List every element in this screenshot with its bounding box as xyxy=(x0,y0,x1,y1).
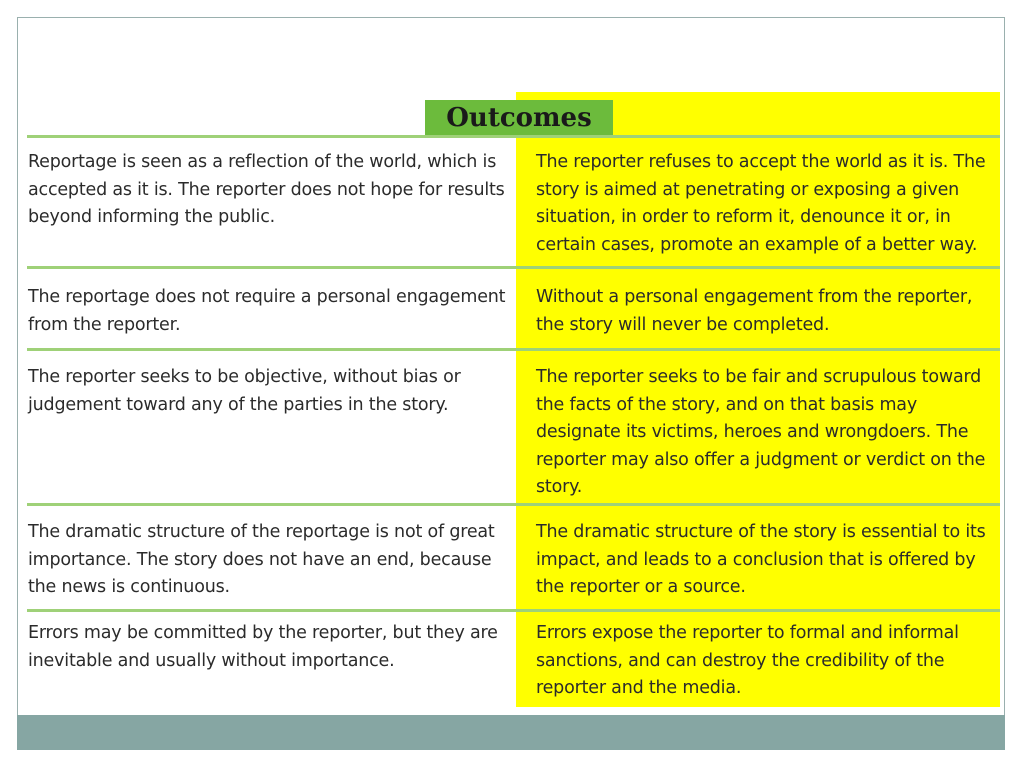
outcome-cell-2: Without a personal engagement from the reporter, the story will never be completed. xyxy=(536,287,973,335)
row-divider xyxy=(27,609,1000,612)
outcome-cell-4: The dramatic structure of the story is essential to its impact, and leads to a conclusion that is offered by the reporter or a source. xyxy=(536,522,986,597)
outcome-cell-5: Errors expose the reporter to formal and informal sanctions, and can destroy the credibility of the reporter and the media. xyxy=(536,623,959,698)
row-divider xyxy=(27,135,1000,138)
row-divider xyxy=(27,266,1000,269)
traditional-cell-2: The reportage does not require a personal engagement from the reporter. xyxy=(28,287,506,335)
traditional-cell-4: The dramatic structure of the reportage is not of great importance. The story does not have an end, because the news is continuous. xyxy=(28,522,495,597)
traditional-cell-1: Reportage is seen as a reflection of the world, which is accepted as it is. The reporter does not hope for results beyond informing the public. xyxy=(28,152,505,227)
outcomes-header: Outcomes xyxy=(425,100,613,136)
row-divider xyxy=(27,348,1000,351)
outcome-cell-3: The reporter seeks to be fair and scrupulous toward the facts of the story, and on that basis may designate its victims, heroes and wrongdoers. The reporter may also offer a judgment or verdict on the story. xyxy=(536,367,986,497)
outcome-cell-1: The reporter refuses to accept the world as it is. The story is aimed at penetrating or exposing a given situation, in order to reform it, denounce it or, in certain cases, promote an example of a better way. xyxy=(536,152,986,255)
row-divider xyxy=(27,503,1000,506)
traditional-cell-5: Errors may be committed by the reporter, but they are inevitable and usually without importance. xyxy=(28,623,498,671)
footer-bar xyxy=(17,715,1005,750)
traditional-cell-3: The reporter seeks to be objective, without bias or judgement toward any of the parties in the story. xyxy=(28,367,461,415)
